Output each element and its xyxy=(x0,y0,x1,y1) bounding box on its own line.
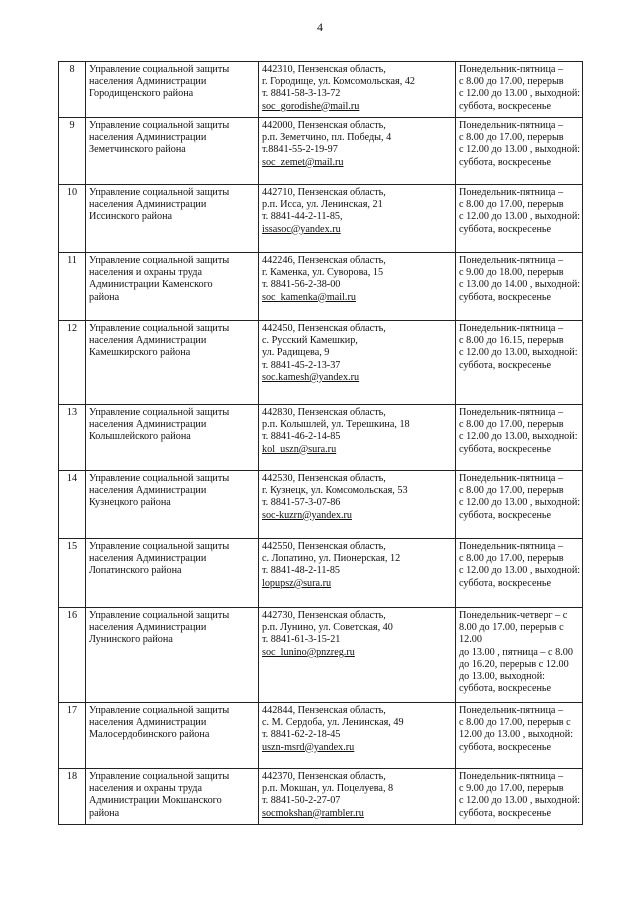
working-hours-line: Понедельник-пятница – xyxy=(459,705,564,716)
address-line: 442370, Пензенская область, xyxy=(262,771,386,782)
working-hours-line: Понедельник-пятница – xyxy=(459,187,564,198)
table-row xyxy=(59,769,583,825)
organization-line: района xyxy=(89,807,120,819)
row-number: 16 xyxy=(59,608,86,703)
working-hours-cell xyxy=(456,62,583,118)
working-hours-line: с 9.00 до 17.00, перерыв xyxy=(459,783,564,795)
organization-line: населения Администрации xyxy=(89,485,207,497)
working-hours-line: с 12.00 до 13.00 , выходной: xyxy=(459,144,581,156)
address-line: ул. Радищева, 9 xyxy=(262,347,330,359)
address-line: т. 8841-61-3-15-21 xyxy=(262,634,341,646)
working-hours-cell xyxy=(456,405,583,471)
email-link[interactable]: soc.kamesh@yandex.ru xyxy=(262,371,360,383)
organization-line: Управление социальной защиты xyxy=(89,473,230,484)
row-number: 11 xyxy=(59,253,86,321)
working-hours-line: с 9.00 до 18.00, перерыв xyxy=(459,267,564,279)
address-line: р.п. Земетчино, пл. Победы, 4 xyxy=(262,132,392,144)
address-line: 442830, Пензенская область, xyxy=(262,407,386,418)
table-row xyxy=(59,321,583,405)
organization-line: Колышлейского района xyxy=(89,431,191,443)
working-hours-line: с 12.00 до 13.00 , выходной: xyxy=(459,211,581,223)
organization-cell xyxy=(86,471,259,539)
row-number: 12 xyxy=(59,321,86,405)
working-hours-line: до 13.00, выходной: xyxy=(459,671,546,683)
address-line: 442844, Пензенская область, xyxy=(262,705,386,716)
address-line: с. Русский Камешкир, xyxy=(262,335,358,347)
address-cell xyxy=(259,539,456,608)
working-hours-line: с 12.00 до 13.00 , выходной: xyxy=(459,795,581,807)
working-hours-line: с 8.00 до 17.00, перерыв с xyxy=(459,717,571,729)
organization-cell xyxy=(86,62,259,118)
working-hours-line: суббота, воскресенье xyxy=(459,741,552,753)
organization-line: Камешкирского района xyxy=(89,347,191,359)
working-hours-line: суббота, воскресенье xyxy=(459,291,552,303)
working-hours-line: с 12.00 до 13.00 , выходной: xyxy=(459,88,581,100)
organization-line: Управление социальной защиты xyxy=(89,255,230,266)
working-hours-line: с 8.00 до 17.00, перерыв xyxy=(459,419,564,431)
row-number: 8 xyxy=(59,62,86,118)
table-row xyxy=(59,539,583,608)
organization-line: населения Администрации xyxy=(89,717,207,729)
table-row xyxy=(59,471,583,539)
organization-cell xyxy=(86,539,259,608)
working-hours-line: с 8.00 до 17.00, перерыв xyxy=(459,553,564,565)
organization-line: Администрации Мокшанского xyxy=(89,795,222,807)
working-hours-cell xyxy=(456,608,583,703)
address-line: р.п. Мокшан, ул. Поцелуева, 8 xyxy=(262,783,394,795)
address-cell xyxy=(259,185,456,253)
organization-cell xyxy=(86,253,259,321)
row-number: 9 xyxy=(59,118,86,185)
email-link[interactable]: lopupsz@sura.ru xyxy=(262,577,332,589)
address-cell xyxy=(259,62,456,118)
organization-line: Управление социальной защиты xyxy=(89,323,230,334)
working-hours-cell xyxy=(456,703,583,769)
address-cell xyxy=(259,405,456,471)
organization-line: района xyxy=(89,291,120,303)
working-hours-line: с 13.00 до 14.00 , выходной: xyxy=(459,279,581,291)
address-line: т. 8841-44-2-11-85, xyxy=(262,211,343,223)
address-line: с. М. Сердоба, ул. Ленинская, 49 xyxy=(262,717,404,729)
organization-line: населения Администрации xyxy=(89,419,207,431)
address-line: с. Лопатино, ул. Пионерская, 12 xyxy=(262,553,401,565)
table-row xyxy=(59,608,583,703)
working-hours-cell xyxy=(456,185,583,253)
email-link[interactable]: issasoc@yandex.ru xyxy=(262,223,341,235)
address-line: т. 8841-56-2-38-00 xyxy=(262,279,341,291)
organization-cell xyxy=(86,118,259,185)
working-hours-line: Понедельник-пятница – xyxy=(459,541,564,552)
address-cell xyxy=(259,471,456,539)
organization-line: Лопатинского района xyxy=(89,565,182,577)
address-line: р.п. Колышлей, ул. Терешкина, 18 xyxy=(262,419,410,431)
working-hours-line: суббота, воскресенье xyxy=(459,509,552,521)
email-link[interactable]: soc_kamenka@mail.ru xyxy=(262,291,356,303)
working-hours-line: 8.00 до 17.00, перерыв с xyxy=(459,622,564,634)
working-hours-line: Понедельник-пятница – xyxy=(459,64,564,75)
email-link[interactable]: soc_zemet@mail.ru xyxy=(262,156,344,168)
working-hours-line: Понедельник-пятница – xyxy=(459,255,564,266)
address-line: т. 8841-62-2-18-45 xyxy=(262,729,341,741)
organization-line: Иссинского района xyxy=(89,211,173,223)
email-link[interactable]: soc_gorodishe@mail.ru xyxy=(262,100,360,112)
address-cell xyxy=(259,321,456,405)
address-line: р.п. Исса, ул. Ленинская, 21 xyxy=(262,199,383,211)
organization-line: Управление социальной защиты xyxy=(89,407,230,418)
row-number: 15 xyxy=(59,539,86,608)
working-hours-line: до 13.00 , пятница – с 8.00 xyxy=(459,646,573,658)
address-line: р.п. Лунино, ул. Советская, 40 xyxy=(262,622,393,634)
table-row xyxy=(59,118,583,185)
organization-cell xyxy=(86,321,259,405)
address-line: 442450, Пензенская область, xyxy=(262,323,386,334)
address-cell xyxy=(259,118,456,185)
working-hours-cell xyxy=(456,321,583,405)
address-cell xyxy=(259,769,456,825)
address-line: г. Каменка, ул. Суворова, 15 xyxy=(262,267,384,279)
working-hours-line: суббота, воскресенье xyxy=(459,223,552,235)
organization-line: Малосердобинского района xyxy=(89,729,210,741)
working-hours-line: Понедельник-пятница – xyxy=(459,120,564,131)
organization-line: Земетчинского района xyxy=(89,144,186,156)
working-hours-line: с 12.00 до 13.00, выходной: xyxy=(459,347,578,359)
social-protection-offices-table xyxy=(58,61,583,825)
working-hours-cell xyxy=(456,118,583,185)
working-hours-line: суббота, воскресенье xyxy=(459,807,552,819)
address-line: 442246, Пензенская область, xyxy=(262,255,386,266)
working-hours-line: Понедельник-пятница – xyxy=(459,771,564,782)
working-hours-line: Понедельник-пятница – xyxy=(459,473,564,484)
organization-line: Управление социальной защиты xyxy=(89,187,230,198)
working-hours-line: Понедельник-пятница – xyxy=(459,323,564,334)
page-number: 4 xyxy=(317,20,323,34)
address-line: т. 8841-48-2-11-85 xyxy=(262,565,341,577)
working-hours-line: 12.00 до 13.00 , выходной: xyxy=(459,729,574,741)
working-hours-line: с 8.00 до 17.00, перерыв xyxy=(459,76,564,88)
address-line: 442550, Пензенская область, xyxy=(262,541,386,552)
organization-cell xyxy=(86,185,259,253)
table-row xyxy=(59,62,583,118)
table-row xyxy=(59,703,583,769)
working-hours-line: с 8.00 до 17.00, перерыв xyxy=(459,199,564,211)
organization-cell xyxy=(86,608,259,703)
table-row xyxy=(59,185,583,253)
address-line: 442000, Пензенская область, xyxy=(262,120,386,131)
organization-cell xyxy=(86,405,259,471)
working-hours-line: с 8.00 до 17.00, перерыв xyxy=(459,132,564,144)
table-row xyxy=(59,405,583,471)
address-line: г. Кузнецк, ул. Комсомольская, 53 xyxy=(262,485,408,497)
row-number: 10 xyxy=(59,185,86,253)
row-number: 13 xyxy=(59,405,86,471)
organization-line: населения Администрации xyxy=(89,76,207,88)
address-line: т. 8841-57-3-07-86 xyxy=(262,497,341,509)
organization-line: Управление социальной защиты xyxy=(89,120,230,131)
working-hours-line: с 12.00 до 13.00, выходной: xyxy=(459,431,578,443)
organization-line: населения Администрации xyxy=(89,622,207,634)
organization-line: населения Администрации xyxy=(89,553,207,565)
working-hours-line: суббота, воскресенье xyxy=(459,359,552,371)
working-hours-line: с 12.00 до 13.00 , выходной: xyxy=(459,497,581,509)
email-link[interactable]: soc-kuzrn@yandex.ru xyxy=(262,509,353,521)
address-line: г. Городище, ул. Комсомольская, 42 xyxy=(262,76,416,88)
organization-line: Управление социальной защиты xyxy=(89,610,230,621)
address-cell xyxy=(259,253,456,321)
organization-line: населения и охраны труда xyxy=(89,783,202,795)
organization-line: Управление социальной защиты xyxy=(89,705,230,716)
organization-line: населения Администрации xyxy=(89,335,207,347)
address-line: т. 8841-46-2-14-85 xyxy=(262,431,341,443)
organization-line: Управление социальной защиты xyxy=(89,64,230,75)
organization-line: населения Администрации xyxy=(89,199,207,211)
working-hours-line: суббота, воскресенье xyxy=(459,577,552,589)
row-number: 18 xyxy=(59,769,86,825)
organization-line: Управление социальной защиты xyxy=(89,771,230,782)
organization-cell xyxy=(86,703,259,769)
email-link[interactable]: soc_lunino@pnzreg.ru xyxy=(262,646,355,658)
organization-line: населения Администрации xyxy=(89,132,207,144)
address-line: 442730, Пензенская область, xyxy=(262,610,386,621)
working-hours-line: суббота, воскресенье xyxy=(459,683,552,695)
organization-line: Лунинского района xyxy=(89,634,173,646)
address-line: 442530, Пензенская область, xyxy=(262,473,386,484)
working-hours-cell xyxy=(456,253,583,321)
working-hours-line: Понедельник-четверг – с xyxy=(459,610,568,621)
address-line: т. 8841-45-2-13-37 xyxy=(262,359,341,371)
table-row xyxy=(59,253,583,321)
address-cell xyxy=(259,608,456,703)
working-hours-cell xyxy=(456,539,583,608)
working-hours-line: суббота, воскресенье xyxy=(459,156,552,168)
working-hours-line: суббота, воскресенье xyxy=(459,100,552,112)
email-link[interactable]: uszn-msrd@yandex.ru xyxy=(262,741,355,753)
working-hours-line: с 8.00 до 17.00, перерыв xyxy=(459,485,564,497)
working-hours-line: с 12.00 до 13.00 , выходной: xyxy=(459,565,581,577)
address-line: т.8841-55-2-19-97 xyxy=(262,144,338,156)
row-number: 14 xyxy=(59,471,86,539)
working-hours-line: суббота, воскресенье xyxy=(459,443,552,455)
organization-line: Городищенского района xyxy=(89,88,194,100)
address-cell xyxy=(259,703,456,769)
organization-line: населения и охраны труда xyxy=(89,267,202,279)
address-line: т. 8841-58-3-13-72 xyxy=(262,88,341,100)
working-hours-line: до 16.20, перерыв с 12.00 xyxy=(459,658,569,670)
address-line: т. 8841-50-2-27-07 xyxy=(262,795,341,807)
organization-line: Кузнецкого района xyxy=(89,497,171,509)
organization-line: Администрации Каменского xyxy=(89,279,213,291)
working-hours-line: с 8.00 до 16.15, перерыв xyxy=(459,335,564,347)
organization-cell xyxy=(86,769,259,825)
email-link[interactable]: kol_uszn@sura.ru xyxy=(262,443,337,455)
address-line: 442710, Пензенская область, xyxy=(262,187,386,198)
working-hours-line: Понедельник-пятница – xyxy=(459,407,564,418)
row-number: 17 xyxy=(59,703,86,769)
working-hours-cell xyxy=(456,471,583,539)
organization-line: Управление социальной защиты xyxy=(89,541,230,552)
email-link[interactable]: socmokshan@rambler.ru xyxy=(262,807,364,819)
address-line: 442310, Пензенская область, xyxy=(262,64,386,75)
working-hours-cell xyxy=(456,769,583,825)
working-hours-line: 12.00 xyxy=(459,634,482,646)
